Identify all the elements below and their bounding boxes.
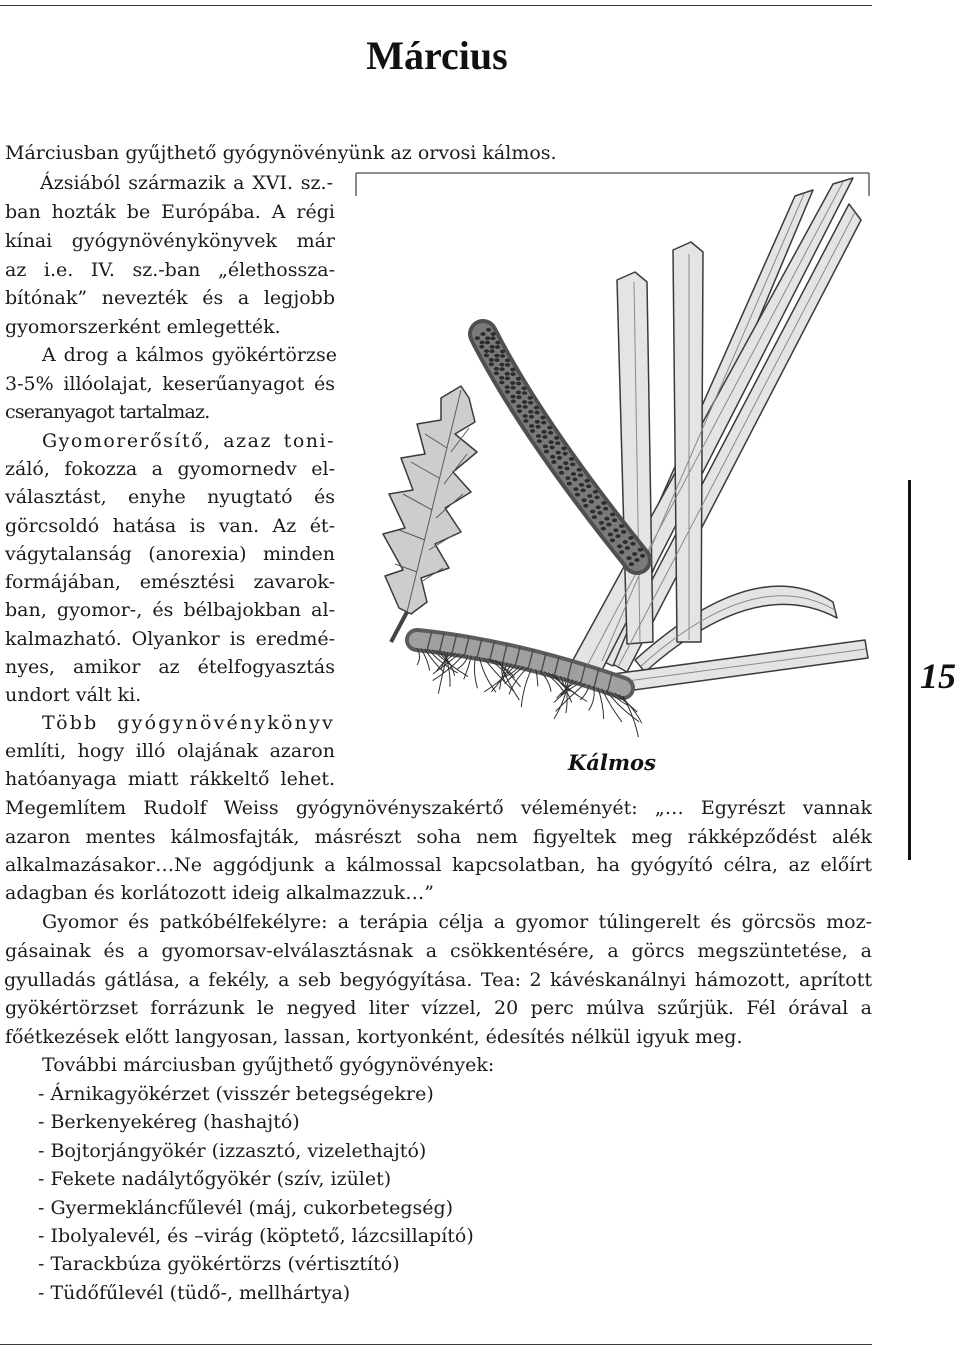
spadix-flower bbox=[562, 452, 567, 456]
spadix-flower bbox=[630, 542, 635, 546]
spadix-flower bbox=[511, 400, 516, 404]
spadix-flower bbox=[547, 426, 552, 430]
spadix-flower bbox=[491, 332, 496, 336]
spadix-flower bbox=[516, 404, 521, 408]
spadix-flower bbox=[489, 358, 494, 362]
spadix-flower bbox=[548, 440, 553, 444]
spadix-flower bbox=[625, 546, 630, 550]
spadix-flower bbox=[499, 363, 504, 367]
spadix-flower bbox=[634, 558, 639, 562]
spadix-flower bbox=[610, 538, 615, 542]
list-item: - Tüdőfűlevél (tüdő-, mellhártya) bbox=[38, 1282, 351, 1304]
spadix-flower bbox=[594, 496, 599, 500]
list-item: - Fekete nadálytőgyökér (szív, izület) bbox=[38, 1168, 392, 1190]
spadix-flower bbox=[505, 372, 510, 376]
text-line: gyökértörzset forrázunk le negyed liter vízzel, 20 perc múlva szűrjük. Fél órával a bbox=[5, 997, 872, 1019]
spadix-flower bbox=[479, 341, 484, 345]
spadix-flower bbox=[583, 504, 588, 508]
spadix-flower bbox=[567, 482, 572, 486]
spadix-flower bbox=[536, 425, 541, 429]
spadix-flower bbox=[592, 515, 597, 519]
spadix-flower bbox=[571, 472, 576, 476]
list-item: - Berkenyekéreg (hashajtó) bbox=[38, 1111, 300, 1133]
page-number: 15 bbox=[920, 656, 956, 696]
leaf bbox=[573, 178, 868, 694]
spadix-flower bbox=[495, 345, 500, 349]
spadix-flower bbox=[516, 395, 521, 399]
top-rule bbox=[0, 5, 872, 6]
spadix-flower bbox=[548, 431, 553, 435]
spadix-flower bbox=[590, 510, 595, 514]
text-line: kalmazható. Olyankor is eredmé- bbox=[5, 628, 335, 650]
spadix-flower bbox=[535, 420, 540, 424]
spadix-flower bbox=[485, 341, 490, 345]
spadix-flower bbox=[550, 445, 555, 449]
spadix-flower bbox=[534, 411, 539, 415]
list-item: - Ibolyalevél, és –virág (köptető, lázcsillapító) bbox=[38, 1225, 474, 1247]
spadix-flower bbox=[479, 345, 484, 349]
spadix-flower bbox=[579, 483, 584, 487]
root-hair bbox=[464, 656, 472, 680]
spadix-flower bbox=[580, 489, 585, 493]
spadix-flower bbox=[555, 441, 560, 445]
text-line: Gyomor és patkóbélfekélyre: a terápia célja a gyomor túlingerelt és görcsös moz- bbox=[42, 911, 872, 933]
spadix-flower bbox=[484, 349, 489, 353]
spadix-flower bbox=[499, 381, 504, 385]
text-line: cseranyagot tartalmaz. bbox=[5, 401, 210, 423]
figure-frame bbox=[356, 173, 869, 196]
spadix-flower bbox=[522, 386, 527, 390]
spadix-flower bbox=[558, 465, 563, 469]
spadix-flower bbox=[490, 345, 495, 349]
spadix-flower bbox=[626, 556, 631, 560]
spadix-flower bbox=[543, 444, 548, 448]
spadix-flower bbox=[505, 390, 510, 394]
spadix-flower bbox=[544, 450, 549, 454]
spadix-flower bbox=[510, 381, 515, 385]
spadix-flower bbox=[510, 372, 515, 376]
text-line: nyes, amikor az ételfogyasztás bbox=[5, 656, 335, 678]
spadix-flower bbox=[610, 513, 615, 517]
text-line: adagban és korlátozott ideig alkalmazzuk…” bbox=[5, 882, 434, 904]
spadix-flower bbox=[601, 527, 606, 531]
spadix-flower bbox=[593, 490, 598, 494]
spadix-flower bbox=[516, 391, 521, 395]
spadix-flower bbox=[572, 478, 577, 482]
text-line: Ázsiából származik a XVI. sz.- bbox=[40, 172, 333, 194]
text-line: záló, fokozza a gyomornedv el- bbox=[5, 458, 335, 480]
spadix-flower bbox=[536, 434, 541, 438]
spadix-flower bbox=[612, 518, 617, 522]
spadix-flower bbox=[529, 424, 534, 428]
page-title: Március bbox=[366, 33, 508, 78]
figure-caption: Kálmos bbox=[568, 750, 656, 775]
spadix-flower bbox=[505, 363, 510, 367]
spadix-flower bbox=[500, 354, 505, 358]
spadix-flower bbox=[565, 467, 570, 471]
list-item: - Tarackbúza gyökértörzs (vértisztító) bbox=[38, 1253, 400, 1275]
text-line: választást, enyhe nyugtató és bbox=[5, 486, 335, 508]
spadix-flower bbox=[587, 494, 592, 498]
spadix-flower bbox=[617, 544, 622, 548]
calamus-illustration bbox=[355, 172, 870, 780]
spadix-flower bbox=[623, 540, 628, 544]
spadix bbox=[483, 334, 637, 560]
spadix-flower bbox=[523, 405, 528, 409]
spadix-flower bbox=[516, 377, 521, 381]
text-line: bítónak” nevezték és a legjobb bbox=[5, 287, 335, 309]
spadix-flower bbox=[559, 471, 564, 475]
spadix-flower bbox=[523, 419, 528, 423]
spadix-flower bbox=[578, 473, 583, 477]
spadix-flower bbox=[632, 552, 637, 556]
spadix-flower bbox=[599, 521, 604, 525]
spadix-flower bbox=[640, 554, 645, 558]
spadix-flower bbox=[529, 415, 534, 419]
spadix-flower bbox=[557, 456, 562, 460]
spadix-flower bbox=[619, 550, 624, 554]
spadix-flower bbox=[542, 435, 547, 439]
text-line: 3-5% illóolajat, keserűanyagot és bbox=[5, 373, 335, 395]
spadix-flower bbox=[475, 336, 480, 340]
margin-bar bbox=[908, 480, 911, 860]
spadix-flower bbox=[485, 336, 490, 340]
spadix-flower bbox=[556, 451, 561, 455]
spadix-flower bbox=[582, 498, 587, 502]
spadix-flower bbox=[494, 367, 499, 371]
spadix-flower bbox=[517, 409, 522, 413]
spadix-flower bbox=[551, 460, 556, 464]
text-line: ban, gyomor-, és bélbajokban al- bbox=[5, 599, 335, 621]
text-line: az i.e. IV. sz.-ban „élethossza- bbox=[5, 259, 335, 281]
spadix-flower bbox=[541, 421, 546, 425]
text-line: Gyomorerősítő, azaz toni- bbox=[42, 430, 335, 452]
spadix-flower bbox=[621, 530, 626, 534]
spadix-flower bbox=[597, 511, 602, 515]
spadix-flower bbox=[628, 536, 633, 540]
spadix-flower bbox=[534, 406, 539, 410]
spadix-flower bbox=[537, 439, 542, 443]
spadix-flower bbox=[540, 416, 545, 420]
spadix-flower bbox=[570, 462, 575, 466]
spadix-flower bbox=[606, 523, 611, 527]
text-line: gyulladás gátlása, a fekély, a seb begyógyítása. Tea: 2 kávéskanálnyi hámozott, aprított bbox=[4, 969, 872, 991]
intro-line: Márciusban gyűjthető gyógynövényünk az orvosi kálmos. bbox=[5, 142, 557, 164]
spadix-flower bbox=[522, 400, 527, 404]
spadix-flower bbox=[550, 455, 555, 459]
spadix-flower bbox=[528, 401, 533, 405]
spadix-flower bbox=[516, 382, 521, 386]
list-item: - Gyermekláncfűlevél (máj, cukorbetegség) bbox=[38, 1197, 454, 1219]
text-line: Több gyógynövénykönyv bbox=[42, 712, 335, 734]
text-line: gásainak és a gyomorsav-elválasztásnak a csökkentésére, a görcs megszüntetése, a bbox=[5, 940, 872, 962]
spadix-flower bbox=[500, 350, 505, 354]
spadix-flower bbox=[608, 533, 613, 537]
bottom-rule bbox=[0, 1344, 872, 1345]
text-line: kínai gyógynövénykönyvek már bbox=[5, 230, 335, 252]
root-hair bbox=[521, 668, 531, 707]
spadix-flower bbox=[510, 368, 515, 372]
text-line: Megemlítem Rudolf Weiss gyógynövényszakértő véleményét: „… Egyrészt vannak bbox=[5, 797, 872, 819]
text-line: alkalmazásakor…Ne aggódjunk a kálmossal kapcsolatban, ha gyógyító célra, az előírt bbox=[5, 854, 872, 876]
text-line: említi, hogy illó olajának azaron bbox=[5, 740, 335, 762]
spadix-flower bbox=[484, 354, 489, 358]
spadix-flower bbox=[499, 376, 504, 380]
serrated-leaf bbox=[383, 386, 477, 642]
list-item: - Bojtorjángyökér (izzasztó, vizelethajtó) bbox=[38, 1140, 427, 1162]
spadix-flower bbox=[489, 362, 494, 366]
spadix-flower bbox=[494, 371, 499, 375]
spadix-flower bbox=[629, 562, 634, 566]
text-line: főétkezések előtt langyosan, lassan, kortyonként, édesítés nélkül igyuk meg. bbox=[5, 1026, 743, 1048]
text-line: azaron mentes kálmosfajták, másrészt soha nem figyeltek meg rákképződést alék bbox=[5, 826, 872, 848]
text-line: undort vált ki. bbox=[5, 684, 142, 706]
text-line: görcsoldó hatása is van. Az ét- bbox=[5, 515, 335, 537]
text-line: formájában, emésztési zavarok- bbox=[5, 571, 335, 593]
spadix-flower bbox=[486, 328, 491, 332]
spadix-flower bbox=[523, 414, 528, 418]
spadix-flower bbox=[495, 341, 500, 345]
spadix-flower bbox=[505, 359, 510, 363]
spadix-flower bbox=[510, 386, 515, 390]
spadix-flower bbox=[619, 524, 624, 528]
spadix-flower bbox=[577, 468, 582, 472]
spadix-flower bbox=[603, 507, 608, 511]
text-line: vágytalanság (anorexia) minden bbox=[5, 543, 335, 565]
text-line: A drog a kálmos gyökértörzse bbox=[42, 344, 337, 366]
spadix-flower bbox=[561, 446, 566, 450]
spadix-flower bbox=[494, 354, 499, 358]
spadix-flower bbox=[528, 396, 533, 400]
spadix-flower bbox=[601, 501, 606, 505]
spadix-flower bbox=[522, 391, 527, 395]
text-line: hatóanyaga miatt rákkeltő lehet. bbox=[5, 768, 335, 790]
text-line: gyomorszerként emlegették. bbox=[5, 316, 281, 338]
spadix-flower bbox=[490, 336, 495, 340]
text-line: ban hozták be Európába. A régi bbox=[5, 201, 335, 223]
spadix-flower bbox=[554, 436, 559, 440]
root-hair bbox=[474, 656, 477, 688]
spadix-flower bbox=[585, 479, 590, 483]
list-heading: További márciusban gyűjthető gyógynövények: bbox=[42, 1054, 495, 1076]
spadix-flower bbox=[575, 493, 580, 497]
spadix-flower bbox=[489, 349, 494, 353]
spadix-flower bbox=[505, 376, 510, 380]
spadix-flower bbox=[596, 505, 601, 509]
spadix-flower bbox=[573, 487, 578, 491]
spadix-flower bbox=[563, 461, 568, 465]
spadix-flower bbox=[499, 367, 504, 371]
spadix-flower bbox=[565, 476, 570, 480]
spadix-flower bbox=[569, 457, 574, 461]
spadix-flower bbox=[604, 517, 609, 521]
spadix-flower bbox=[613, 528, 618, 532]
list-item: - Árnikagyökérzet (visszér betegségekre) bbox=[38, 1083, 434, 1105]
spadix-flower bbox=[615, 534, 620, 538]
spadix-flower bbox=[638, 548, 643, 552]
spadix-flower bbox=[589, 500, 594, 504]
spadix-flower bbox=[530, 429, 535, 433]
spadix-flower bbox=[541, 430, 546, 434]
spadix-flower bbox=[528, 410, 533, 414]
spadix-flower bbox=[586, 484, 591, 488]
spadix-flower bbox=[510, 395, 515, 399]
spadix-flower bbox=[480, 332, 485, 336]
spadix-flower bbox=[505, 385, 510, 389]
spadix-flower bbox=[494, 358, 499, 362]
